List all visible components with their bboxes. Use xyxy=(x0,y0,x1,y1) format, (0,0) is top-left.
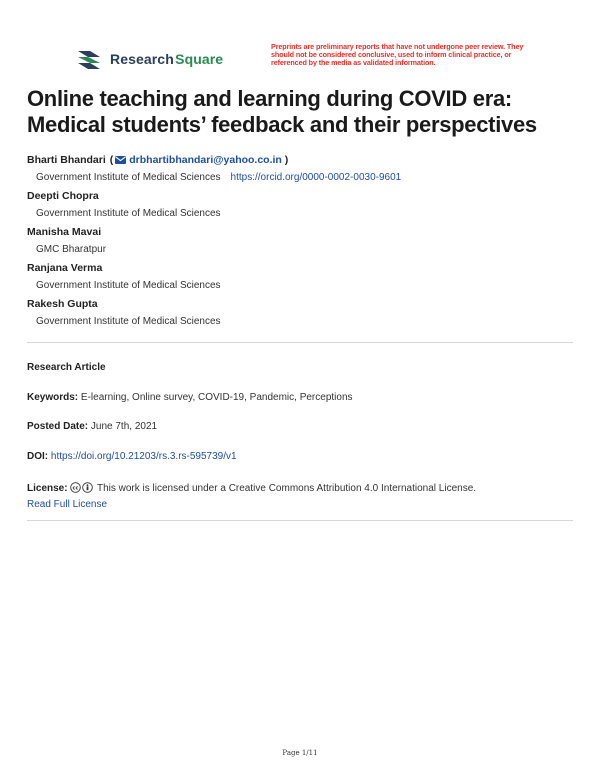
cc-icon xyxy=(70,482,81,493)
divider xyxy=(27,520,573,521)
email-icon xyxy=(115,156,126,164)
author-name: Bharti Bhandari ( drbhartibhandari@yahoo.co.in ) xyxy=(27,151,577,169)
preprint-disclaimer: Preprints are preliminary reports that have not undergone peer review. They should not be considered conclusive, used to inform clinical practice, or referenced by the media as validated information. xyxy=(271,42,524,67)
divider xyxy=(27,342,573,343)
license: License: cc This work is licensed under a Creative Commons Attribution 4.0 International License. Read Full License xyxy=(27,483,477,510)
author-name: Deepti Chopra xyxy=(27,190,99,202)
cc-by-icon xyxy=(82,482,93,493)
doi-link[interactable]: https://doi.org/10.21203/rs.3.rs-595739/v1 xyxy=(50,451,237,462)
read-full-license-link[interactable]: Read Full License xyxy=(27,499,108,510)
page-number: Page 1/11 xyxy=(282,749,318,757)
author-affiliation: Government Institute of Medical Sciences xyxy=(36,316,221,327)
author-affiliation: Government Institute of Medical Sciences xyxy=(36,280,221,291)
author-name: Manisha Mavai xyxy=(27,226,102,238)
doi: DOI: https://doi.org/10.21203/rs.3.rs-595739/v1 xyxy=(27,451,237,462)
article-type: Research Article xyxy=(27,362,106,373)
author-name: Ranjana Verma xyxy=(27,262,103,274)
posted-date: Posted Date: June 7th, 2021 xyxy=(27,421,158,432)
author-name: Rakesh Gupta xyxy=(27,298,98,310)
keywords: Keywords: E-learning, Online survey, COVID-19, Pandemic, Perceptions xyxy=(27,392,353,403)
research-square-logo[interactable] xyxy=(76,47,223,71)
orcid-link[interactable]: https://orcid.org/0000-0002-0030-9601 xyxy=(230,172,402,183)
svg-text:cc: cc xyxy=(72,485,79,492)
author-list xyxy=(27,151,577,331)
header xyxy=(0,0,600,80)
paper-title: Online teaching and learning during COVID era: Medical students’ feedback and their perspectives xyxy=(27,86,537,137)
author-affiliation: Government Institute of Medical Sciences https://orcid.org/0000-0002-0030-9601 xyxy=(27,169,577,187)
research-square-logo-icon xyxy=(76,47,102,71)
author-affiliation: GMC Bharatpur xyxy=(36,244,107,255)
author-affiliation: Government Institute of Medical Sciences xyxy=(36,208,221,219)
author-email-link[interactable]: drbhartibhandari@yahoo.co.in xyxy=(129,154,282,166)
logo-text: Research Square xyxy=(110,51,224,67)
